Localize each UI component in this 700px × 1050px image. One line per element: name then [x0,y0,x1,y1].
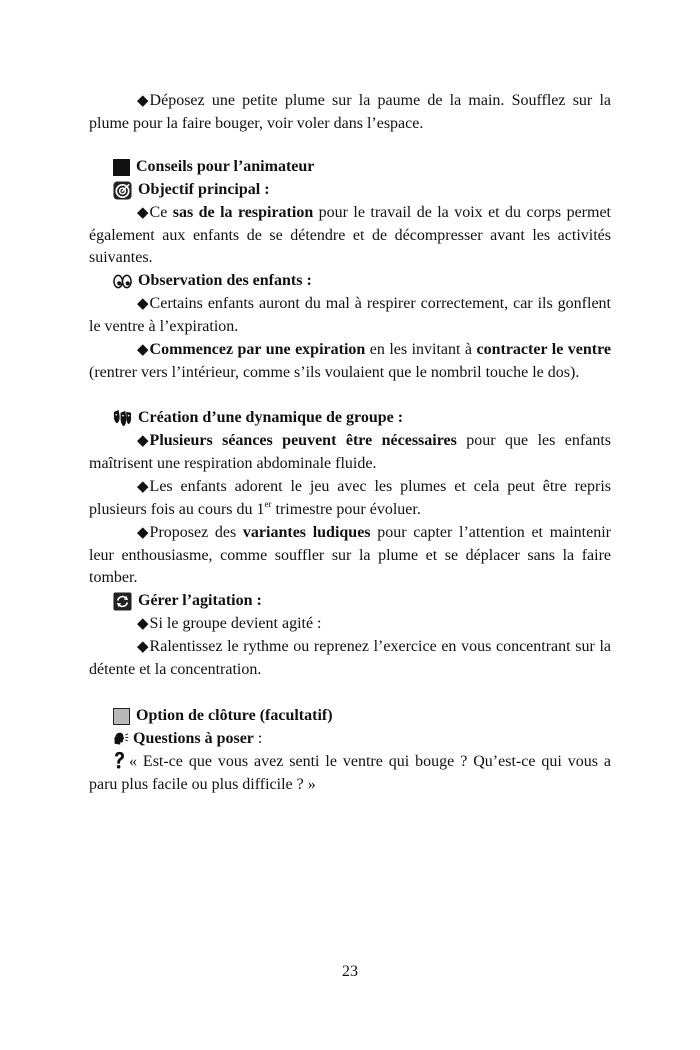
diamond-bullet-icon: ◆ [137,479,149,495]
diamond-bullet-icon: ◆ [137,616,149,632]
question-mark-icon [113,751,126,769]
intro-paragraph: ◆Déposez une petite plume sur la paume de la main. Soufflez sur la plume pour la faire bouger, voir voler dans l’espace. [89,92,611,132]
questions-colon: : [253,730,263,747]
dynamique-heading [113,407,403,429]
page-number: 23 [342,963,358,980]
diamond-bullet-icon: ◆ [137,433,149,449]
observation-paragraph-1: ◆Certains enfants auront du mal à respirer correctement, car ils gonflent le ventre à l’expiration. [89,295,611,335]
agitation-heading [113,590,262,612]
diamond-bullet-icon: ◆ [137,93,149,109]
diamond-bullet-icon: ◆ [137,639,149,655]
target-icon [113,181,132,200]
cloture-title: Option de clôture (facultatif) [136,707,333,724]
conseils-heading [113,156,314,178]
dynamique-paragraph-3: ◆Proposez des variantes ludiques pour capter l’attention et maintenir leur enthousiasme, comme souffler sur la plume et se déplacer sans la faire tomber. [89,524,612,586]
refresh-icon [113,592,132,611]
diamond-bullet-icon: ◆ [137,342,149,358]
speaking-head-icon [113,731,129,747]
dynamique-paragraph-1: ◆Plusieurs séances peuvent être nécessaires pour que les enfants maîtrisent une respiration abdominale fluide. [89,432,611,472]
grey-square-icon [113,708,130,725]
conseils-title: Conseils pour l’animateur [136,158,315,175]
agitation-paragraph-1: ◆Si le groupe devient agité : [89,613,611,636]
cloture-heading [113,705,333,727]
agitation-title: Gérer l’agitation : [138,592,262,609]
group-icon [113,409,132,428]
questions-title: Questions à poser [133,730,254,747]
diamond-bullet-icon: ◆ [137,296,149,312]
objectif-heading [113,179,270,201]
objectif-title: Objectif principal : [138,181,270,198]
questions-paragraph: « Est-ce que vous avez senti le ventre qui bouge ? Qu’est-ce qui vous a paru plus facile ou plus difficile ? » [89,753,611,793]
observation-paragraph-2: ◆Commencez par une expiration en les invitant à contracter le ventre (rentrer vers l’intérieur, comme s’ils voulaient que le nombril touche le dos). [89,341,611,381]
dynamique-paragraph-2: ◆Les enfants adorent le jeu avec les plumes et cela peut être repris plusieurs fois au cours du 1er trimestre pour évoluer. [89,478,611,518]
questions-heading [113,728,262,750]
diamond-bullet-icon: ◆ [137,205,149,221]
objectif-paragraph: ◆Ce sas de la respiration pour le travail de la voix et du corps permet également aux enfants de se détendre et de décompresser avant les activités suivantes. [89,204,611,266]
dynamique-title: Création d’une dynamique de groupe : [138,409,404,426]
diamond-bullet-icon: ◆ [137,525,149,541]
eyes-icon [113,272,132,291]
observation-heading [113,270,312,292]
observation-title: Observation des enfants : [138,272,312,289]
black-square-icon [113,159,130,176]
agitation-paragraph-2: ◆Ralentissez le rythme ou reprenez l’exercice en vous concentrant sur la détente et la concentration. [89,638,611,678]
